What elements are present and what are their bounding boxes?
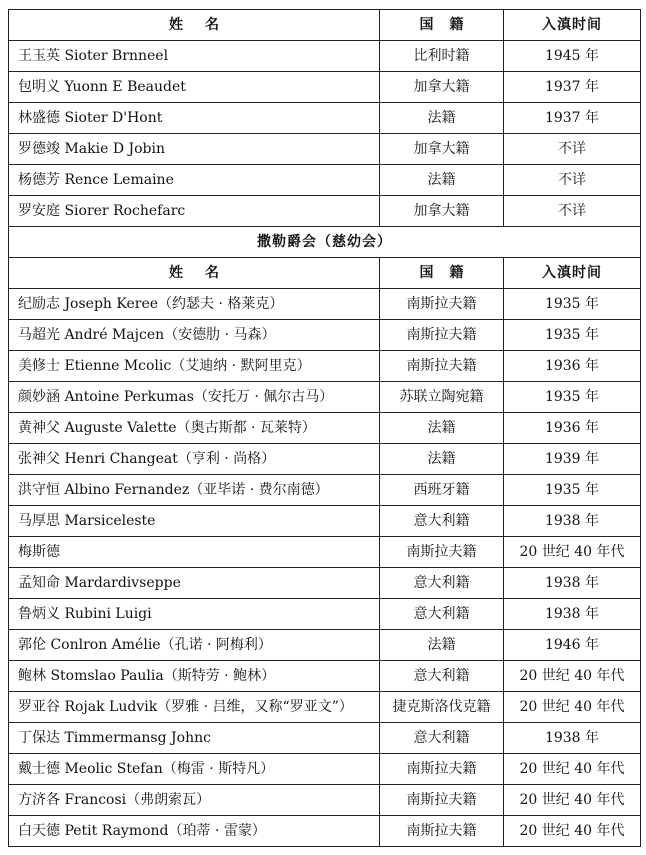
name-cell: 王玉英 Sioter Brnneel <box>9 41 380 72</box>
header-row <box>9 10 641 41</box>
nationality-cell: 苏联立陶宛籍 <box>380 382 504 413</box>
table-row <box>9 165 641 196</box>
nationality-cell: 法籍 <box>380 103 504 134</box>
nationality-cell: 加拿大籍 <box>380 72 504 103</box>
name-cell: 戴士德 Meolic Stefan（梅雷 · 斯特凡） <box>9 754 380 785</box>
nationality-cell: 南斯拉夫籍 <box>380 351 504 382</box>
table-row <box>9 444 641 475</box>
table-body <box>9 10 641 847</box>
arrival-cell: 1938 年 <box>504 568 641 599</box>
nationality-cell: 南斯拉夫籍 <box>380 537 504 568</box>
nationality-cell: 南斯拉夫籍 <box>380 785 504 816</box>
header-name: 姓名 <box>9 10 380 41</box>
table-row <box>9 413 641 444</box>
header-nationality: 国籍 <box>380 10 504 41</box>
table-row <box>9 103 641 134</box>
table-row <box>9 196 641 227</box>
name-cell: 梅斯德 <box>9 537 380 568</box>
arrival-cell: 20 世纪 40 年代 <box>504 785 641 816</box>
name-cell: 鲁炳义 Rubini Luigi <box>9 599 380 630</box>
table-row <box>9 754 641 785</box>
arrival-cell: 1938 年 <box>504 506 641 537</box>
header-name: 姓名 <box>9 258 380 289</box>
arrival-cell: 1938 年 <box>504 723 641 754</box>
table-row <box>9 289 641 320</box>
arrival-cell: 不详 <box>504 134 641 165</box>
nationality-cell: 比利时籍 <box>380 41 504 72</box>
table-row <box>9 506 641 537</box>
name-cell: 美修士 Etienne Mcolic（艾迪纳 · 默阿里克） <box>9 351 380 382</box>
name-cell: 方济各 Francosi（弗朗索瓦） <box>9 785 380 816</box>
nationality-cell: 法籍 <box>380 444 504 475</box>
table-row <box>9 816 641 847</box>
nationality-cell: 法籍 <box>380 413 504 444</box>
arrival-cell: 不详 <box>504 196 641 227</box>
table-row <box>9 599 641 630</box>
arrival-cell: 1946 年 <box>504 630 641 661</box>
nationality-cell: 意大利籍 <box>380 568 504 599</box>
arrival-cell: 20 世纪 40 年代 <box>504 661 641 692</box>
nationality-cell: 加拿大籍 <box>380 196 504 227</box>
table-row <box>9 785 641 816</box>
table-row <box>9 134 641 165</box>
name-cell: 罗安庭 Siorer Rochefarc <box>9 196 380 227</box>
nationality-cell: 加拿大籍 <box>380 134 504 165</box>
name-cell: 罗德竣 Makie D Jobin <box>9 134 380 165</box>
table-row <box>9 661 641 692</box>
arrival-cell: 1935 年 <box>504 475 641 506</box>
name-cell: 林盛德 Sioter D'Hont <box>9 103 380 134</box>
arrival-cell: 20 世纪 40 年代 <box>504 754 641 785</box>
nationality-cell: 西班牙籍 <box>380 475 504 506</box>
nationality-cell: 意大利籍 <box>380 599 504 630</box>
table-row <box>9 537 641 568</box>
arrival-cell: 1936 年 <box>504 413 641 444</box>
nationality-cell: 意大利籍 <box>380 661 504 692</box>
arrival-cell: 20 世纪 40 年代 <box>504 692 641 723</box>
table-row <box>9 692 641 723</box>
name-cell: 张神父 Henri Changeat（亨利 · 尚格） <box>9 444 380 475</box>
arrival-cell: 1935 年 <box>504 382 641 413</box>
arrival-cell: 1937 年 <box>504 72 641 103</box>
name-cell: 白天德 Petit Raymond（珀蒂 · 雷蒙） <box>9 816 380 847</box>
header-nationality: 国籍 <box>380 258 504 289</box>
arrival-cell: 20 世纪 40 年代 <box>504 537 641 568</box>
name-cell: 洪守恒 Albino Fernandez（亚毕诺 · 费尔南德） <box>9 475 380 506</box>
nationality-cell: 捷克斯洛伐克籍 <box>380 692 504 723</box>
table-row <box>9 320 641 351</box>
table-row <box>9 382 641 413</box>
nationality-cell: 南斯拉夫籍 <box>380 289 504 320</box>
table-row <box>9 351 641 382</box>
nationality-cell: 法籍 <box>380 165 504 196</box>
header-arrival: 入滇时间 <box>504 258 641 289</box>
nationality-cell: 意大利籍 <box>380 506 504 537</box>
missionary-table <box>8 9 641 847</box>
arrival-cell: 20 世纪 40 年代 <box>504 816 641 847</box>
name-cell: 黄神父 Auguste Valette（奥古斯都 · 瓦莱特） <box>9 413 380 444</box>
arrival-cell: 1937 年 <box>504 103 641 134</box>
table-row <box>9 475 641 506</box>
nationality-cell: 南斯拉夫籍 <box>380 816 504 847</box>
header-arrival: 入滇时间 <box>504 10 641 41</box>
arrival-cell: 1935 年 <box>504 289 641 320</box>
name-cell: 罗亚谷 Rojak Ludvik（罗雅 · 吕维，又称“罗亚文”） <box>9 692 380 723</box>
name-cell: 丁保达 Timmermansg Johnc <box>9 723 380 754</box>
name-cell: 包明义 Yuonn E Beaudet <box>9 72 380 103</box>
table-row <box>9 72 641 103</box>
nationality-cell: 法籍 <box>380 630 504 661</box>
name-cell: 马厚思 Marsiceleste <box>9 506 380 537</box>
nationality-cell: 南斯拉夫籍 <box>380 754 504 785</box>
name-cell: 马超光 André Majcen（安德肋 · 马森） <box>9 320 380 351</box>
name-cell: 颜妙涵 Antoine Perkumas（安托万 · 佩尔古马） <box>9 382 380 413</box>
name-cell: 鲍林 Stomslao Paulia（斯特劳 · 鲍林） <box>9 661 380 692</box>
arrival-cell: 1945 年 <box>504 41 641 72</box>
table-row <box>9 723 641 754</box>
table-row <box>9 568 641 599</box>
nationality-cell: 意大利籍 <box>380 723 504 754</box>
arrival-cell: 1935 年 <box>504 320 641 351</box>
section-row <box>9 227 641 258</box>
table-row <box>9 630 641 661</box>
section-title: 撒勒爵会（慈幼会） <box>9 227 641 258</box>
nationality-cell: 南斯拉夫籍 <box>380 320 504 351</box>
header-row <box>9 258 641 289</box>
arrival-cell: 不详 <box>504 165 641 196</box>
arrival-cell: 1938 年 <box>504 599 641 630</box>
table-row <box>9 41 641 72</box>
arrival-cell: 1939 年 <box>504 444 641 475</box>
name-cell: 孟知命 Mardardivseppe <box>9 568 380 599</box>
name-cell: 杨德芳 Rence Lemaine <box>9 165 380 196</box>
name-cell: 郭伦 Conlron Amélie（孔诺 · 阿梅利） <box>9 630 380 661</box>
arrival-cell: 1936 年 <box>504 351 641 382</box>
name-cell: 纪励志 Joseph Keree（约瑟夫 · 格莱克） <box>9 289 380 320</box>
